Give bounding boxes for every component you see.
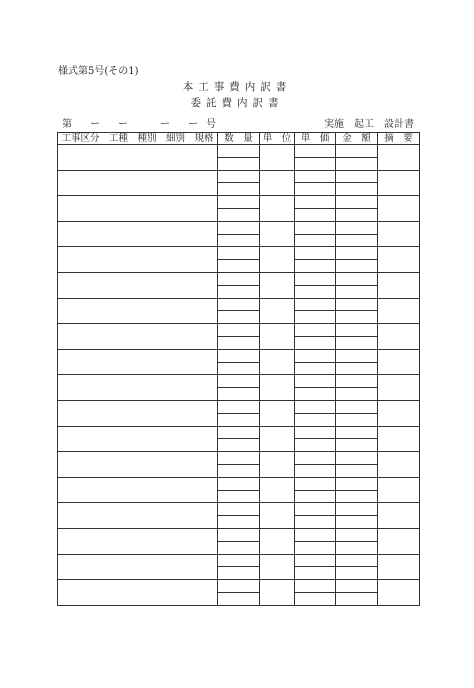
quantity-cell[interactable] bbox=[218, 234, 260, 247]
unit-price-cell[interactable] bbox=[295, 298, 336, 311]
remarks-cell[interactable] bbox=[378, 272, 420, 298]
unit-price-cell[interactable] bbox=[295, 183, 336, 196]
amount-cell[interactable] bbox=[336, 196, 378, 209]
table-body bbox=[58, 145, 420, 606]
table-row bbox=[58, 528, 420, 541]
amount-cell[interactable] bbox=[336, 490, 378, 503]
quantity-cell[interactable] bbox=[218, 336, 260, 349]
remarks-cell[interactable] bbox=[378, 477, 420, 503]
title-construction-breakdown: 本工事費内訳書 bbox=[182, 81, 292, 93]
quantity-cell[interactable] bbox=[218, 503, 260, 516]
quantity-cell[interactable] bbox=[218, 272, 260, 285]
quantity-cell[interactable] bbox=[218, 464, 260, 477]
table-row bbox=[58, 349, 420, 362]
table-row bbox=[58, 400, 420, 413]
amount-cell[interactable] bbox=[336, 426, 378, 439]
document-type: 実施 起工 設計書 bbox=[324, 119, 414, 130]
unit-price-cell[interactable] bbox=[295, 503, 336, 516]
quantity-cell[interactable] bbox=[218, 170, 260, 183]
quantity-cell[interactable] bbox=[218, 183, 260, 196]
amount-cell[interactable] bbox=[336, 247, 378, 260]
header-item-description: 工事区分 工種 種別 細別 規格 bbox=[58, 133, 218, 145]
header-unit: 単 位 bbox=[260, 133, 295, 145]
amount-cell[interactable] bbox=[336, 375, 378, 388]
unit-cell[interactable] bbox=[260, 400, 295, 426]
table-row bbox=[58, 145, 420, 158]
amount-cell[interactable] bbox=[336, 503, 378, 516]
unit-price-cell[interactable] bbox=[295, 260, 336, 273]
doc-number-prefix: 第 bbox=[62, 119, 72, 130]
remarks-cell[interactable] bbox=[378, 426, 420, 452]
unit-price-cell[interactable] bbox=[295, 234, 336, 247]
title-commission-breakdown: 委託費内訳書 bbox=[190, 97, 284, 109]
quantity-cell[interactable] bbox=[218, 388, 260, 401]
unit-cell[interactable] bbox=[260, 145, 295, 171]
item-description-cell[interactable] bbox=[58, 554, 218, 580]
form-label: 様式第5号(その1) bbox=[58, 66, 139, 77]
amount-cell[interactable] bbox=[336, 567, 378, 580]
unit-price-cell[interactable] bbox=[295, 208, 336, 221]
unit-cell[interactable] bbox=[260, 272, 295, 298]
header-quantity: 数 量 bbox=[218, 133, 260, 145]
unit-price-cell[interactable] bbox=[295, 592, 336, 605]
quantity-cell[interactable] bbox=[218, 298, 260, 311]
unit-cell[interactable] bbox=[260, 324, 295, 350]
unit-price-cell[interactable] bbox=[295, 580, 336, 593]
quantity-cell[interactable] bbox=[218, 541, 260, 554]
item-description-cell[interactable] bbox=[58, 272, 218, 298]
table-row bbox=[58, 580, 420, 593]
amount-cell[interactable] bbox=[336, 170, 378, 183]
table-row bbox=[58, 221, 420, 234]
unit-price-cell[interactable] bbox=[295, 490, 336, 503]
item-description-cell[interactable] bbox=[58, 221, 218, 247]
unit-price-cell[interactable] bbox=[295, 528, 336, 541]
table-row bbox=[58, 503, 420, 516]
unit-price-cell[interactable] bbox=[295, 516, 336, 529]
quantity-cell[interactable] bbox=[218, 311, 260, 324]
quantity-cell[interactable] bbox=[218, 260, 260, 273]
unit-price-cell[interactable] bbox=[295, 567, 336, 580]
item-description-cell[interactable] bbox=[58, 528, 218, 554]
unit-price-cell[interactable] bbox=[295, 554, 336, 567]
amount-cell[interactable] bbox=[336, 208, 378, 221]
unit-cell[interactable] bbox=[260, 375, 295, 401]
item-description-cell[interactable] bbox=[58, 503, 218, 529]
unit-price-cell[interactable] bbox=[295, 247, 336, 260]
breakdown-table bbox=[57, 132, 420, 606]
amount-cell[interactable] bbox=[336, 541, 378, 554]
quantity-cell[interactable] bbox=[218, 554, 260, 567]
remarks-cell[interactable] bbox=[378, 145, 420, 171]
table-row bbox=[58, 324, 420, 337]
unit-price-cell[interactable] bbox=[295, 452, 336, 465]
unit-cell[interactable] bbox=[260, 349, 295, 375]
quantity-cell[interactable] bbox=[218, 208, 260, 221]
table-row bbox=[58, 452, 420, 465]
unit-price-cell[interactable] bbox=[295, 196, 336, 209]
amount-cell[interactable] bbox=[336, 221, 378, 234]
unit-price-cell[interactable] bbox=[295, 464, 336, 477]
item-description-cell[interactable] bbox=[58, 452, 218, 478]
amount-cell[interactable] bbox=[336, 452, 378, 465]
quantity-cell[interactable] bbox=[218, 196, 260, 209]
remarks-cell[interactable] bbox=[378, 375, 420, 401]
table-row bbox=[58, 426, 420, 439]
unit-price-cell[interactable] bbox=[295, 157, 336, 170]
amount-cell[interactable] bbox=[336, 311, 378, 324]
unit-cell[interactable] bbox=[260, 554, 295, 580]
quantity-cell[interactable] bbox=[218, 528, 260, 541]
item-description-cell[interactable] bbox=[58, 324, 218, 350]
amount-cell[interactable] bbox=[336, 528, 378, 541]
unit-price-cell[interactable] bbox=[295, 336, 336, 349]
quantity-cell[interactable] bbox=[218, 426, 260, 439]
remarks-cell[interactable] bbox=[378, 221, 420, 247]
amount-cell[interactable] bbox=[336, 145, 378, 158]
table-row bbox=[58, 247, 420, 260]
unit-price-cell[interactable] bbox=[295, 221, 336, 234]
amount-cell[interactable] bbox=[336, 234, 378, 247]
unit-price-cell[interactable] bbox=[295, 477, 336, 490]
unit-price-cell[interactable] bbox=[295, 375, 336, 388]
amount-cell[interactable] bbox=[336, 439, 378, 452]
amount-cell[interactable] bbox=[336, 477, 378, 490]
remarks-cell[interactable] bbox=[378, 349, 420, 375]
unit-price-cell[interactable] bbox=[295, 426, 336, 439]
remarks-cell[interactable] bbox=[378, 528, 420, 554]
unit-cell[interactable] bbox=[260, 170, 295, 196]
quantity-cell[interactable] bbox=[218, 567, 260, 580]
unit-cell[interactable] bbox=[260, 221, 295, 247]
document-number-row bbox=[62, 115, 414, 129]
quantity-cell[interactable] bbox=[218, 285, 260, 298]
quantity-cell[interactable] bbox=[218, 157, 260, 170]
item-description-cell[interactable] bbox=[58, 196, 218, 222]
unit-cell[interactable] bbox=[260, 426, 295, 452]
unit-cell[interactable] bbox=[260, 477, 295, 503]
amount-cell[interactable] bbox=[336, 413, 378, 426]
amount-cell[interactable] bbox=[336, 554, 378, 567]
table-row bbox=[58, 272, 420, 285]
remarks-cell[interactable] bbox=[378, 324, 420, 350]
table-row bbox=[58, 375, 420, 388]
unit-price-cell[interactable] bbox=[295, 439, 336, 452]
amount-cell[interactable] bbox=[336, 298, 378, 311]
amount-cell[interactable] bbox=[336, 260, 378, 273]
quantity-cell[interactable] bbox=[218, 490, 260, 503]
item-description-cell[interactable] bbox=[58, 145, 218, 171]
item-description-cell[interactable] bbox=[58, 170, 218, 196]
remarks-cell[interactable] bbox=[378, 580, 420, 606]
unit-cell[interactable] bbox=[260, 528, 295, 554]
amount-cell[interactable] bbox=[336, 272, 378, 285]
quantity-cell[interactable] bbox=[218, 221, 260, 234]
unit-cell[interactable] bbox=[260, 580, 295, 606]
amount-cell[interactable] bbox=[336, 580, 378, 593]
table-row bbox=[58, 298, 420, 311]
unit-price-cell[interactable] bbox=[295, 272, 336, 285]
item-description-cell[interactable] bbox=[58, 375, 218, 401]
amount-cell[interactable] bbox=[336, 336, 378, 349]
unit-cell[interactable] bbox=[260, 452, 295, 478]
doc-number-suffix: 号 bbox=[206, 119, 216, 130]
quantity-cell[interactable] bbox=[218, 580, 260, 593]
unit-price-cell[interactable] bbox=[295, 388, 336, 401]
remarks-cell[interactable] bbox=[378, 400, 420, 426]
amount-cell[interactable] bbox=[336, 592, 378, 605]
amount-cell[interactable] bbox=[336, 349, 378, 362]
unit-price-cell[interactable] bbox=[295, 400, 336, 413]
header-amount: 金 額 bbox=[336, 133, 378, 145]
amount-cell[interactable] bbox=[336, 157, 378, 170]
quantity-cell[interactable] bbox=[218, 324, 260, 337]
doc-number-dashes: ー ー ー ー bbox=[90, 119, 202, 130]
amount-cell[interactable] bbox=[336, 400, 378, 413]
item-description-cell[interactable] bbox=[58, 298, 218, 324]
amount-cell[interactable] bbox=[336, 324, 378, 337]
unit-price-cell[interactable] bbox=[295, 349, 336, 362]
unit-price-cell[interactable] bbox=[295, 285, 336, 298]
unit-price-cell[interactable] bbox=[295, 311, 336, 324]
unit-price-cell[interactable] bbox=[295, 413, 336, 426]
unit-price-cell[interactable] bbox=[295, 145, 336, 158]
quantity-cell[interactable] bbox=[218, 362, 260, 375]
remarks-cell[interactable] bbox=[378, 196, 420, 222]
item-description-cell[interactable] bbox=[58, 247, 218, 273]
unit-cell[interactable] bbox=[260, 247, 295, 273]
quantity-cell[interactable] bbox=[218, 375, 260, 388]
quantity-cell[interactable] bbox=[218, 516, 260, 529]
unit-cell[interactable] bbox=[260, 503, 295, 529]
item-description-cell[interactable] bbox=[58, 400, 218, 426]
table-row bbox=[58, 170, 420, 183]
table-row bbox=[58, 477, 420, 490]
quantity-cell[interactable] bbox=[218, 349, 260, 362]
amount-cell[interactable] bbox=[336, 183, 378, 196]
unit-cell[interactable] bbox=[260, 196, 295, 222]
quantity-cell[interactable] bbox=[218, 413, 260, 426]
remarks-cell[interactable] bbox=[378, 298, 420, 324]
table-row bbox=[58, 554, 420, 567]
remarks-cell[interactable] bbox=[378, 554, 420, 580]
remarks-cell[interactable] bbox=[378, 503, 420, 529]
header-remarks: 摘 要 bbox=[378, 133, 420, 145]
table-row bbox=[58, 196, 420, 209]
quantity-cell[interactable] bbox=[218, 477, 260, 490]
amount-cell[interactable] bbox=[336, 464, 378, 477]
item-description-cell[interactable] bbox=[58, 426, 218, 452]
quantity-cell[interactable] bbox=[218, 145, 260, 158]
unit-cell[interactable] bbox=[260, 298, 295, 324]
quantity-cell[interactable] bbox=[218, 439, 260, 452]
quantity-cell[interactable] bbox=[218, 452, 260, 465]
remarks-cell[interactable] bbox=[378, 170, 420, 196]
remarks-cell[interactable] bbox=[378, 247, 420, 273]
amount-cell[interactable] bbox=[336, 285, 378, 298]
amount-cell[interactable] bbox=[336, 388, 378, 401]
amount-cell[interactable] bbox=[336, 362, 378, 375]
header-unit-price: 単 価 bbox=[295, 133, 336, 145]
unit-price-cell[interactable] bbox=[295, 362, 336, 375]
quantity-cell[interactable] bbox=[218, 592, 260, 605]
unit-price-cell[interactable] bbox=[295, 541, 336, 554]
remarks-cell[interactable] bbox=[378, 452, 420, 478]
unit-price-cell[interactable] bbox=[295, 170, 336, 183]
quantity-cell[interactable] bbox=[218, 247, 260, 260]
table-header-row bbox=[58, 133, 420, 145]
item-description-cell[interactable] bbox=[58, 477, 218, 503]
item-description-cell[interactable] bbox=[58, 349, 218, 375]
quantity-cell[interactable] bbox=[218, 400, 260, 413]
unit-price-cell[interactable] bbox=[295, 324, 336, 337]
item-description-cell[interactable] bbox=[58, 580, 218, 606]
amount-cell[interactable] bbox=[336, 516, 378, 529]
